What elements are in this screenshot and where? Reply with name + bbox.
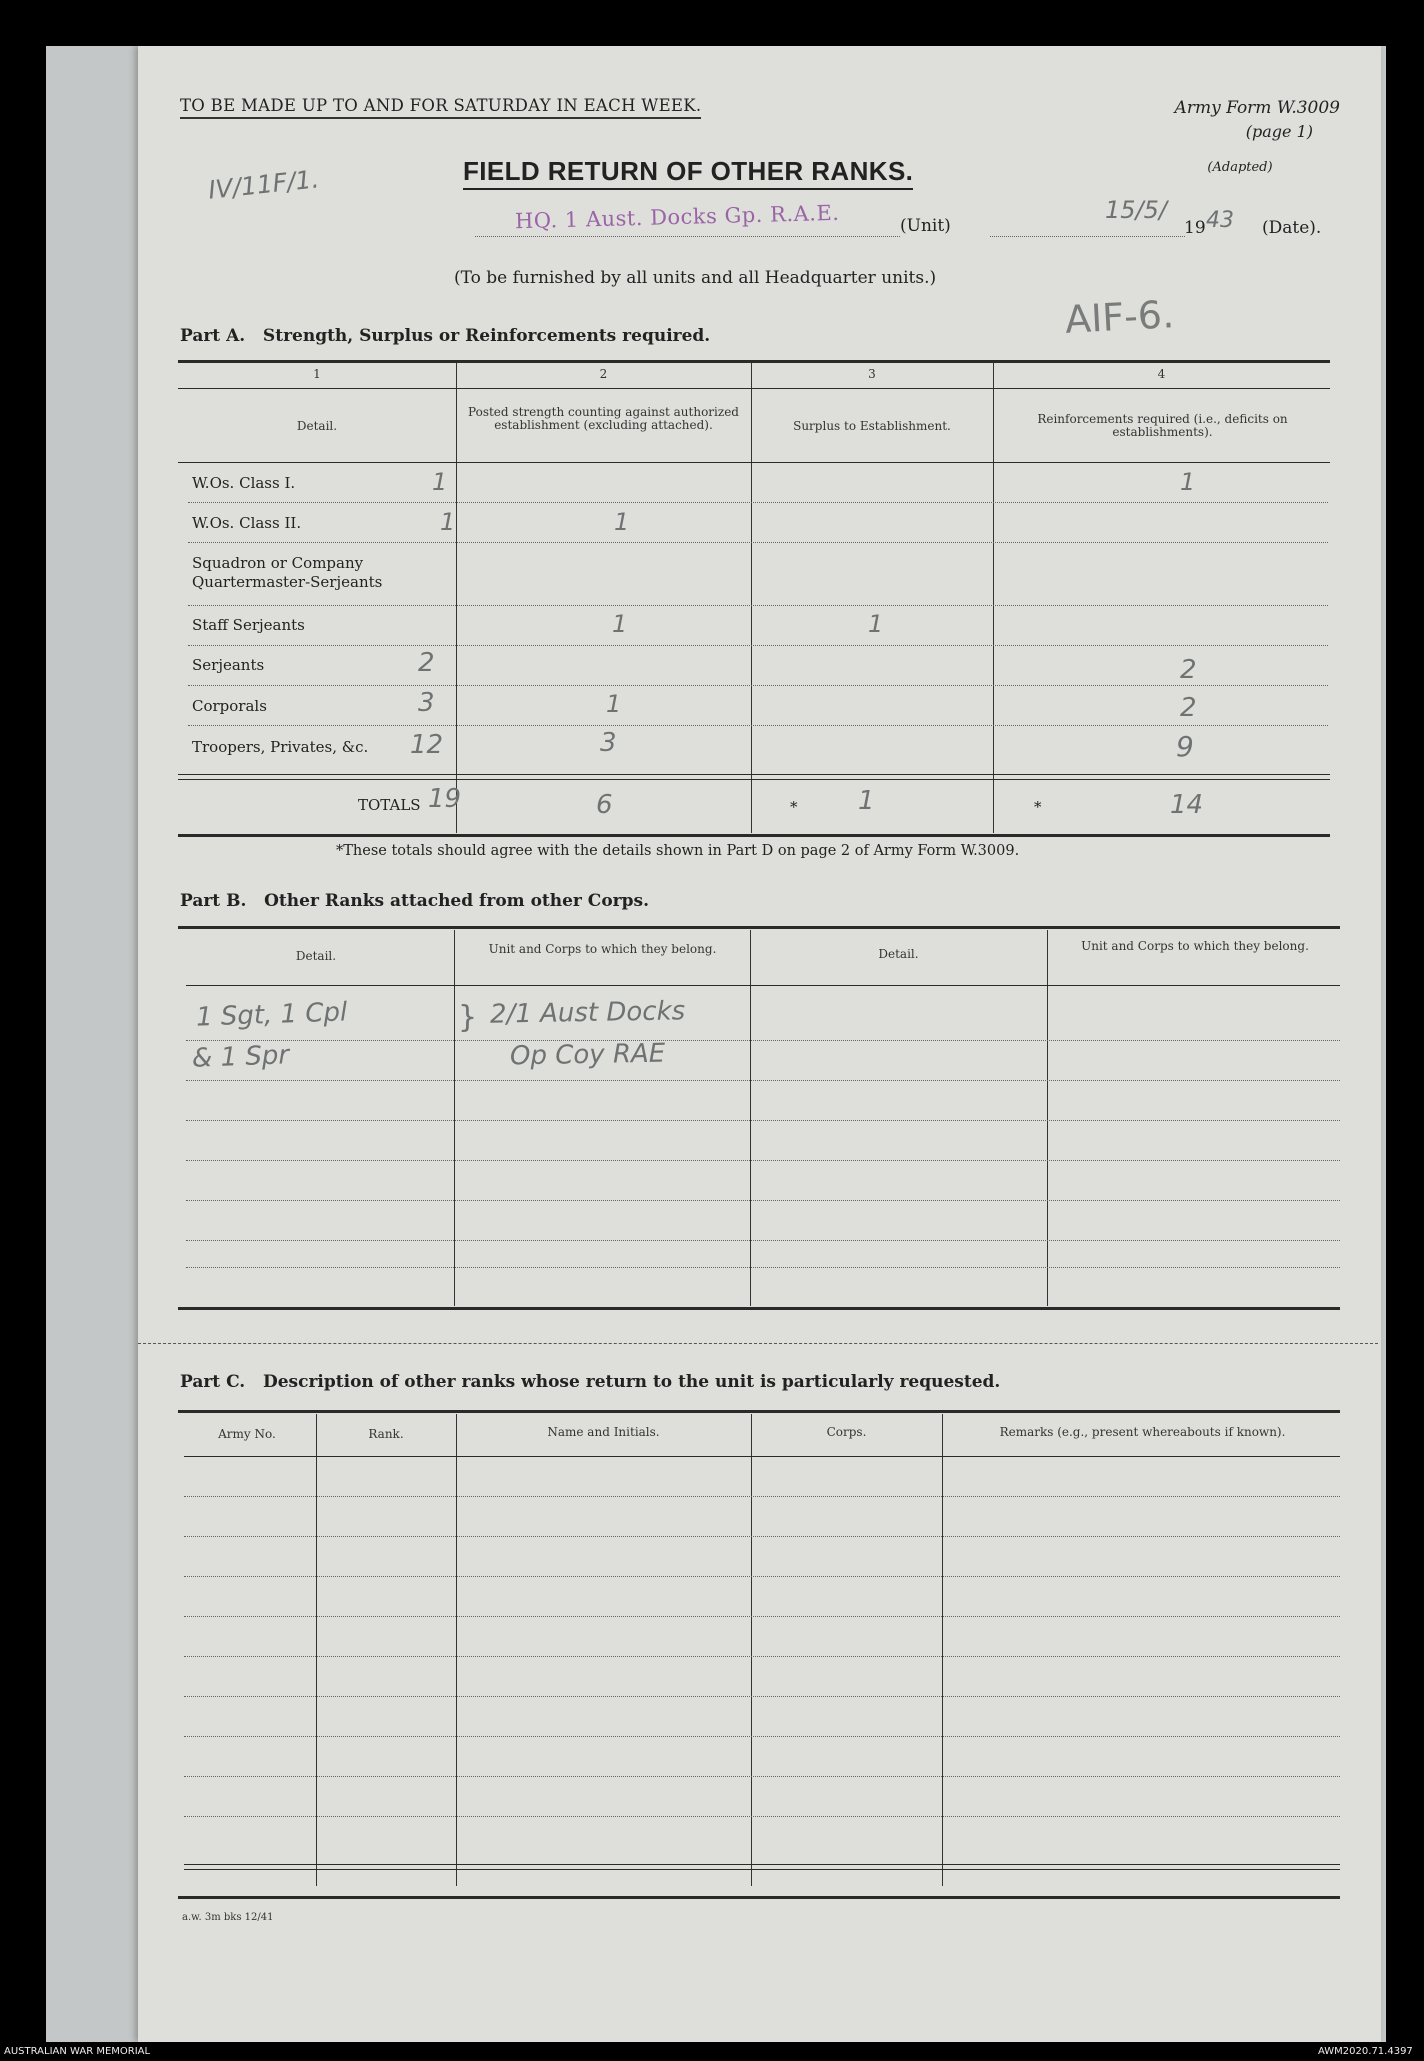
part-a-number-rule [178, 388, 1330, 389]
col-number: 4 [1157, 367, 1166, 381]
part-b-row-rule [186, 1160, 1340, 1161]
unit-dotted-line [475, 236, 900, 237]
row-label: W.Os. Class I. [192, 474, 296, 492]
hw-posted: 3 [600, 728, 617, 758]
hw-establishment: 2 [418, 648, 435, 678]
unit-label: (Unit) [900, 216, 951, 236]
col-number: 1 [313, 367, 321, 381]
handwritten-aif: AIF-6. [1063, 292, 1176, 342]
part-c-header: Remarks (e.g., present whereabouts if known). [999, 1425, 1286, 1439]
col-number: 2 [599, 367, 608, 381]
part-a-col-divider [751, 363, 752, 833]
year-prefix: 19 [1184, 218, 1206, 238]
brace-mark: } [458, 1000, 478, 1035]
part-c-title: Part C. Description of other ranks whose return to the unit is particularly requested. [180, 1372, 1001, 1392]
hw-posted: 1 [606, 690, 622, 718]
form-number: Army Form W.3009 [1174, 98, 1340, 118]
row-rule [188, 645, 1328, 646]
part-c-bottom-rule [178, 1896, 1340, 1899]
unit-stamp: HQ. 1 Aust. Docks Gp. R.A.E. [514, 200, 840, 234]
totals-label: TOTALS [358, 796, 421, 814]
archive-accession: AWM2020.71.4397 [1318, 2046, 1413, 2057]
weekly-instruction: TO BE MADE UP TO AND FOR SATURDAY IN EACH WEEK. [180, 96, 701, 119]
header-posted-strength: Posted strength counting against authorized establishment (excluding attached). [468, 405, 739, 432]
perforation-line [138, 1343, 1378, 1344]
hw-attached-unit: 2/1 Aust Docks [489, 996, 686, 1030]
hw-establishment: 1 [432, 468, 448, 496]
part-a-col-divider [456, 363, 457, 833]
part-c-header: Corps. [826, 1425, 867, 1439]
form-title: FIELD RETURN OF OTHER RANKS. [463, 156, 913, 190]
part-c-header: Army No. [218, 1427, 276, 1441]
date-dotted-line [990, 236, 1185, 237]
part-b-col-divider [750, 930, 751, 1306]
hw-attached-detail: 1 Sgt, 1 Cpl [195, 997, 348, 1033]
hw-total-surplus: 1 [858, 786, 875, 816]
hw-establishment: 1 [440, 508, 456, 536]
hw-total-reinforcements: 14 [1170, 790, 1204, 820]
date-label: (Date). [1262, 218, 1322, 238]
part-a-bottom-rule [178, 834, 1330, 837]
row-rule [188, 685, 1328, 686]
handwritten-year: 43 [1206, 208, 1234, 233]
col-number: 3 [868, 367, 876, 381]
row-rule [188, 605, 1328, 606]
part-b-col-divider [454, 930, 455, 1306]
form-page: (page 1) [1245, 122, 1313, 141]
row-label: W.Os. Class II. [192, 514, 302, 532]
handwritten-date: 15/5/ [1105, 196, 1167, 224]
part-b-title: Part B. Other Ranks attached from other Corps. [180, 891, 650, 911]
part-b-row-rule [186, 1240, 1340, 1241]
hw-reinforcements: 2 [1180, 655, 1197, 685]
hw-reinforcements: 1 [1180, 468, 1196, 496]
hw-posted: 1 [612, 610, 628, 638]
part-c-header: Rank. [368, 1427, 404, 1441]
part-c-row-rule [184, 1656, 1340, 1657]
header-reinforcements: Reinforcements required (i.e., deficits on establishments). [1037, 412, 1288, 439]
part-c-row-rule [184, 1496, 1340, 1497]
part-b-row-rule [186, 1120, 1340, 1121]
row-rule [188, 542, 1328, 543]
totals-footnote: *These totals should agree with the details shown in Part D on page 2 of Army Form W.3009. [336, 843, 1020, 859]
part-c-row-rule [184, 1776, 1340, 1777]
print-code: a.w. 3m bks 12/41 [182, 1912, 274, 1923]
part-c-header-rule [184, 1456, 1340, 1457]
row-label: Staff Serjeants [192, 616, 305, 634]
totals-rule [178, 779, 1330, 780]
part-a-header-rule [178, 462, 1330, 463]
part-b-row-rule [186, 1040, 1340, 1041]
totals-rule [178, 774, 1330, 775]
part-b-header-rule [186, 985, 1340, 986]
part-a-top-rule [178, 360, 1330, 363]
header-detail: Detail. [296, 419, 338, 433]
part-b-header: Unit and Corps to which they belong. [1081, 939, 1309, 953]
archive-name: AUSTRALIAN WAR MEMORIAL [4, 2046, 151, 2057]
part-b-header: Unit and Corps to which they belong. [488, 942, 717, 956]
hw-attached-detail: & 1 Spr [191, 1040, 290, 1074]
hw-establishment: 3 [418, 688, 435, 718]
part-c-top-rule [178, 1410, 1340, 1413]
total-asterisk: * [790, 798, 798, 816]
part-a-title: Part A. Strength, Surplus or Reinforcements required. [180, 326, 711, 346]
hw-surplus: 1 [868, 610, 884, 638]
row-label: Corporals [192, 697, 267, 715]
hw-reinforcements: 2 [1180, 693, 1197, 723]
hw-posted: 1 [614, 508, 630, 536]
row-rule [188, 725, 1328, 726]
part-c-row-rule [184, 1576, 1340, 1577]
part-c-row-rule [184, 1736, 1340, 1737]
part-c-row-rule [184, 1696, 1340, 1697]
part-b-header: Detail. [878, 947, 919, 961]
row-label: Serjeants [192, 656, 265, 674]
row-label: Troopers, Privates, &c. [192, 738, 369, 756]
part-b-row-rule [186, 1080, 1340, 1081]
part-b-row-rule [186, 1200, 1340, 1201]
handwritten-reference: IV/11F/1. [206, 164, 321, 205]
hw-reinforcements: 9 [1176, 730, 1194, 763]
header-surplus: Surplus to Establishment. [793, 419, 951, 433]
hw-attached-unit: Op Coy RAE [509, 1038, 666, 1072]
hw-total-posted: 6 [596, 790, 613, 820]
part-c-double-rule [184, 1864, 1340, 1865]
part-b-row-rule [186, 1267, 1340, 1268]
part-b-bottom-rule [178, 1307, 1340, 1310]
part-c-row-rule [184, 1816, 1340, 1817]
furnish-note: (To be furnished by all units and all Headquarter units.) [454, 268, 937, 288]
hw-total-establishment: 19 [428, 784, 462, 814]
row-rule [188, 502, 1328, 503]
part-b-top-rule [178, 926, 1340, 929]
adapted-label: (Adapted) [1207, 160, 1273, 175]
part-c-double-rule [184, 1869, 1340, 1870]
part-a-col-divider [993, 363, 994, 833]
row-label: Squadron or Company Quartermaster-Serjeants [192, 554, 383, 591]
total-asterisk: * [1034, 798, 1042, 816]
part-c-row-rule [184, 1616, 1340, 1617]
part-b-header: Detail. [295, 949, 337, 963]
part-b-col-divider [1047, 930, 1048, 1306]
part-c-header: Name and Initials. [547, 1425, 660, 1439]
hw-establishment: 12 [410, 730, 444, 760]
part-c-row-rule [184, 1536, 1340, 1537]
